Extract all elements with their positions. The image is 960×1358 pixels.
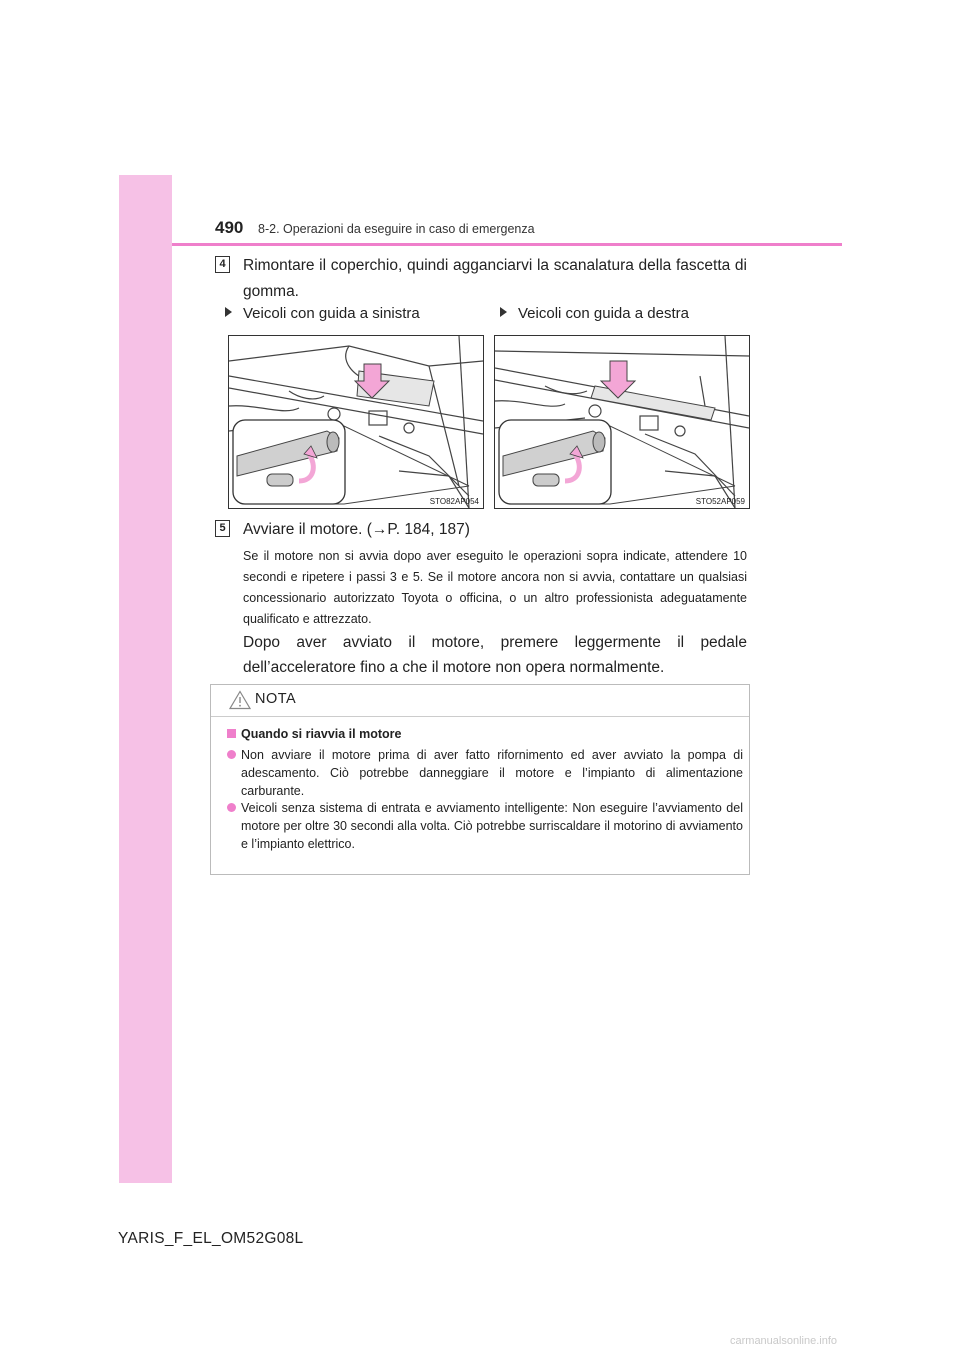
step-5-text: Avviare il motore. (→P. 184, 187) (243, 521, 470, 538)
step-4-text: Rimontare il coperchio, quindi agganciarvi la scanalatura della fascetta di gomma. (243, 257, 747, 300)
figure-caption-right-text: Veicoli con guida a destra (518, 305, 689, 322)
engine-bay-illustration (229, 336, 483, 508)
nota-bullet (227, 746, 743, 800)
page-number: 490 (215, 218, 244, 237)
engine-bay-illustration (495, 336, 749, 508)
figure-code-right: STO52AP059 (695, 497, 745, 506)
step-5-number: 5 (215, 520, 230, 537)
nota-box (210, 684, 750, 875)
nota-section-title (227, 727, 401, 741)
illustration-left-hand-drive (228, 335, 484, 509)
nota-bullet (227, 799, 743, 853)
triangle-right-icon (225, 307, 232, 317)
nota-section-title-text: Quando si riavvia il motore (241, 727, 402, 741)
step-5-detail: Se il motore non si avvia dopo aver eseguito le operazioni sopra indicate, attendere 10 secondi e ripetere i passi 3 e 5. Se il motore ancora non si avvia, contattare un qualsiasi concessionario autorizzato Toyota o officina, o un altro professionista adeguatamente qualificato e attrezzato. (243, 549, 747, 626)
section-title: 8-2. Operazioni da eseguire in caso di emergenza (258, 222, 535, 236)
nota-bullet-text: Veicoli senza sistema di entrata e avviamento intelligente: Non eseguire l’avviamento del motore per oltre 30 secondi alla volta. Ciò potrebbe surriscaldare il motorino di avviamento e l’impianto elettrico. (241, 801, 743, 851)
figure-caption-left-text: Veicoli con guida a sinistra (243, 305, 420, 322)
after-start-paragraph: Dopo aver avviato il motore, premere leggermente il pedale dell’acceleratore fino a che il motore non opera normalmente. (243, 634, 747, 676)
document-code: YARIS_F_EL_OM52G08L (118, 1230, 304, 1247)
chapter-sidebar-tab (119, 175, 172, 1183)
figure-caption-right (500, 305, 689, 322)
step-4-number: 4 (215, 256, 230, 273)
figure-code-left: STO82AP054 (429, 497, 479, 506)
square-bullet-icon (227, 729, 236, 738)
illustration-right-hand-drive (494, 335, 750, 509)
header-rule (172, 243, 842, 246)
circle-bullet-icon (227, 750, 236, 759)
nota-label: NOTA (255, 691, 297, 707)
nota-header (211, 685, 749, 717)
warning-triangle-icon (229, 690, 251, 710)
triangle-right-icon (500, 307, 507, 317)
figure-caption-left (225, 305, 420, 322)
circle-bullet-icon (227, 803, 236, 812)
watermark: carmanualsonline.info (730, 1335, 838, 1347)
nota-bullet-text: Non avviare il motore prima di aver fatto rifornimento ed aver avviato la pompa di adescamento. Ciò potrebbe danneggiare il motore e l’impianto di alimentazione carburante. (241, 748, 743, 798)
